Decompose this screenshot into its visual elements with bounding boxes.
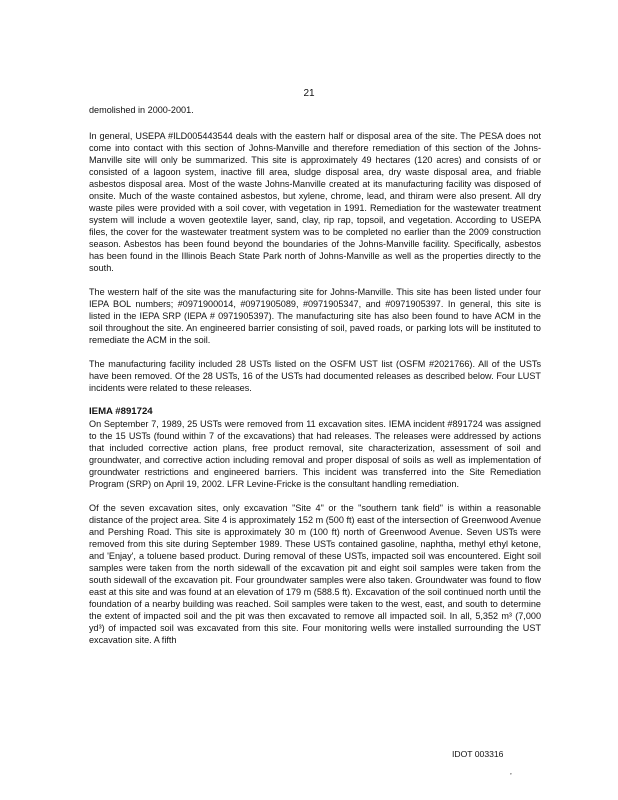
page-number: 21 <box>303 88 315 99</box>
paragraph-usepa-eastern-half: In general, USEPA #ILD005443544 deals with the eastern half or disposal area of the site. The PESA does not come into contact with this section of Johns-Manville and therefore remediation of this section of the Johns-Manville site will only be summarized. This site is approximately 49 hectares (120 acres) and consists of or consisted of a lagoon system, inactive fill area, sludge disposal area, dry waste disposal area, and friable asbestos disposal area. Most of the waste Johns-Manville created at its manufacturing facility was disposed of onsite. Much of the waste contained asbestos, but xylene, chrome, lead, and thiram were also present. All dry waste piles were provided with a soil cover, with vegetation in 1991. Remediation for the wastewater treatment system will include a woven geotextile layer, sand, clay, rip rap, topsoil, and vegetation. According to USEPA files, the cover for the wastewater treatment system was to be completed no earlier than the 2009 construction season. Asbestos has been found beyond the boundaries of the Johns-Manville facility. Specifically, asbestos has been found in the Illinois Beach State Park north of Johns-Manville as well as the properties directly to the south. <box>89 131 541 273</box>
paragraph-excavation-sites: Of the seven excavation sites, only excavation "Site 4" or the "southern tank field" is within a reasonable distance of the project area. Site 4 is approximately 152 m (500 ft) east of the intersection of Greenwood Avenue and Pershing Road. This site is approximately 30 m (100 ft) north of Greenwood Avenue. Seven USTs were removed from this site during September 1989. These USTs contained gasoline, naphtha, methyl ethyl ketone, and 'Enjay', a toluene based product. During removal of these USTs, impacted soil was encountered. Eight soil samples were taken from the north sidewall of the excavation pit and eight soil samples were taken from the south sidewall of the excavation pit. Four groundwater samples were also taken. Groundwater was found to flow east at this site and was found at an elevation of 179 m (588.5 ft). Excavation of the soil continued north until the foundation of a nearby building was reached. Soil samples were taken to the west, east, and south to determine the extent of impacted soil and the pit was then excavated to remove all impacted soil. In all, 5,352 m³ (7,000 yd³) of impacted soil was excavated from this site. Four monitoring wells were installed surrounding the UST excavation site. A fifth <box>89 503 541 645</box>
scan-mark: ’ <box>510 772 512 781</box>
paragraph-ust-list: The manufacturing facility included 28 USTs listed on the OSFM UST list (OSFM #2021766). All of the USTs have been removed. Of the 28 USTs, 16 of the USTs had documented releases as described below. Four LUST incidents were related to these releases. <box>89 359 541 393</box>
bates-number: IDOT 003316 <box>452 749 504 759</box>
document-body <box>89 104 541 658</box>
section-heading-iema: IEMA #891724 <box>89 406 153 417</box>
paragraph-demolished: demolished in 2000-2001. <box>89 105 194 115</box>
paragraph-western-half: The western half of the site was the manufacturing site for Johns-Manville. This site has been listed under four IEPA BOL numbers; #0971900014, #0971905089, #0971905347, and #0971905397. In general, this site is listed in the IEPA SRP (IEPA # 0971905397). The manufacturing site has also been found to have ACM in the soil throughout the site. An engineered barrier consisting of soil, paved roads, or parking lots will be instituted to remediate the ACM in the soil. <box>89 287 541 345</box>
paragraph-iema-incident: On September 7, 1989, 25 USTs were removed from 11 excavation sites. IEMA incident #891724 was assigned to the 15 USTs (found within 7 of the excavations) that had releases. The releases were addressed by actions that included corrective action plans, free product removal, site characterization, assessment of soil and groundwater, and corrective action including removal and proper disposal of soils as well as implementation of groundwater restrictions and engineered barriers. This incident was transferred into the Site Remediation Program (SRP) on April 19, 2002. LFR Levine-Fricke is the consultant handling remediation. <box>89 419 541 489</box>
